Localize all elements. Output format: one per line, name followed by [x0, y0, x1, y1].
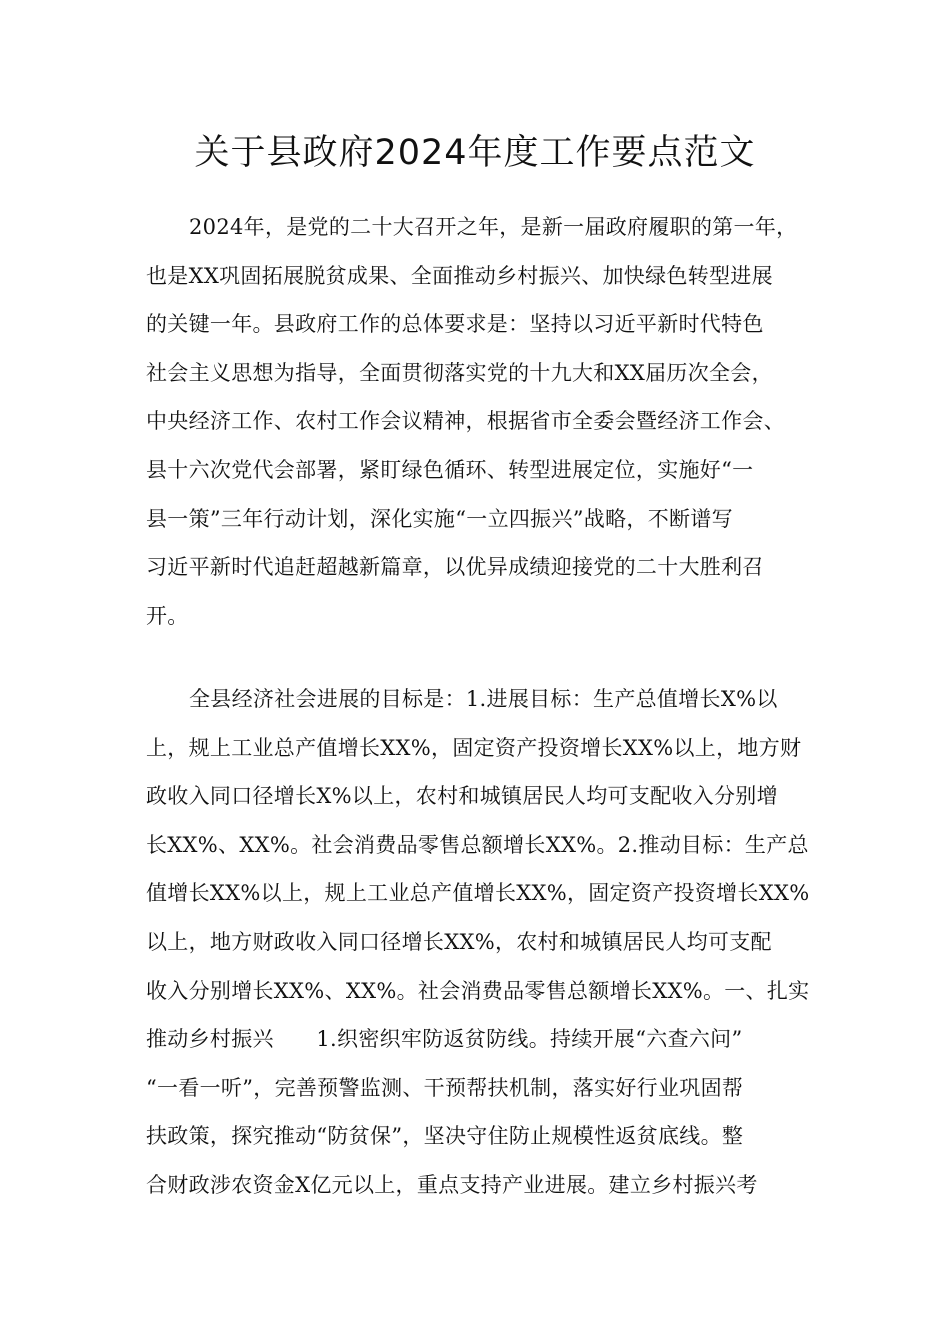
paragraph-line: 社会主义思想为指导，全面贯彻落实党的十九大和XX届历次全会，	[146, 360, 773, 385]
paragraph-line: 中央经济工作、农村工作会议精神，根据省市全委会暨经济工作会、	[146, 409, 785, 434]
paragraph-line: 县十六次党代会部署，紧盯绿色循环、转型进展定位，实施好“一	[146, 457, 754, 482]
paragraph-1	[146, 203, 826, 640]
paragraph-line: 值增长XX%以上，规上工业总产值增长XX%，固定资产投资增长XX%	[146, 881, 810, 906]
paragraph-line: 以上，地方财政收入同口径增长XX%，农村和城镇居民人均可支配	[146, 929, 772, 954]
paragraph-line: 全县经济社会进展的目标是：1.进展目标：生产总值增长X%以	[189, 687, 778, 711]
paragraph-line: 上，规上工业总产值增长XX%，固定资产投资增长XX%以上，地方财	[146, 735, 802, 760]
paragraph-line: 县一策”三年行动计划，深化实施“一立四振兴”战略，不断谱写	[146, 506, 733, 531]
paragraph-line: 扶政策，探究推动“防贫保”，坚决守住防止规模性返贫底线。整	[146, 1124, 744, 1149]
paragraph-line: 合财政涉农资金X亿元以上，重点支持产业进展。建立乡村振兴考	[146, 1172, 758, 1197]
paragraph-line: 收入分别增长XX%、XX%。社会消费品零售总额增长XX%。一、扎实	[146, 978, 810, 1003]
paragraph-line: 的关键一年。县政府工作的总体要求是：坚持以习近平新时代特色	[146, 312, 764, 337]
paragraph-2	[146, 675, 826, 1210]
paragraph-line: 习近平新时代追赶超越新篇章，以优异成绩迎接党的二十大胜利召	[146, 555, 764, 580]
paragraph-line: 推动乡村振兴 1.织密织牢防返贫防线。持续开展“六查六问”	[146, 1027, 743, 1052]
paragraph-line: 政收入同口径增长X%以上，农村和城镇居民人均可支配收入分别增	[146, 784, 778, 809]
paragraph-line: 2024年，是党的二十大召开之年，是新一届政府履职的第一年，	[189, 215, 798, 239]
paragraph-line: “一看一听”，完善预警监测、干预帮扶机制，落实好行业巩固帮	[146, 1075, 744, 1100]
paragraph-line: 也是XX巩固拓展脱贫成果、全面推动乡村振兴、加快绿色转型进展	[146, 263, 773, 288]
paragraph-line: 长XX%、XX%。社会消费品零售总额增长XX%。2.推动目标：生产总	[146, 832, 809, 857]
paragraph-line: 开。	[146, 603, 189, 628]
document-title: 关于县政府2024年度工作要点范文	[194, 133, 756, 173]
